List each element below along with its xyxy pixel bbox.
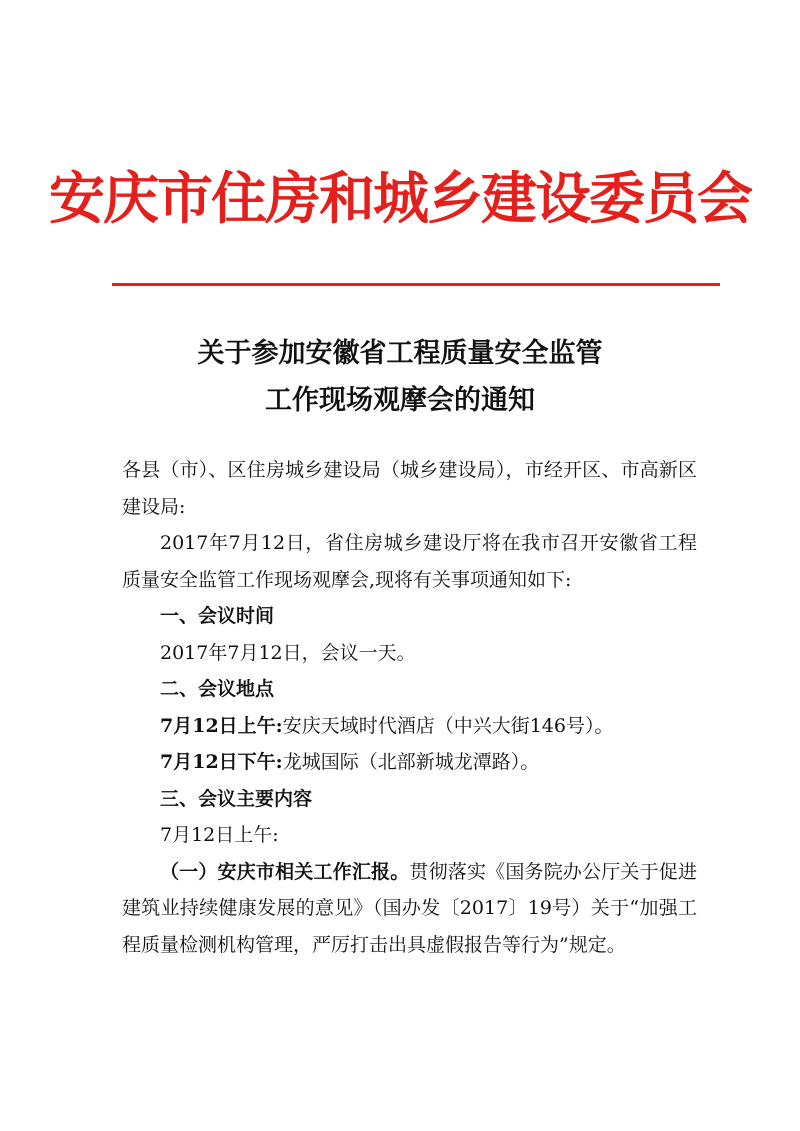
venue-afternoon xyxy=(122,744,697,781)
document-body xyxy=(122,452,697,963)
title-line-1: 关于参加安徽省工程质量安全监管 xyxy=(197,338,603,369)
item-1-heading: （一）安庆市相关工作汇报。 xyxy=(160,860,410,883)
section-1-heading: 一、会议时间 xyxy=(160,605,275,627)
title-line-2: 工作现场观摩会的通知 xyxy=(265,385,535,416)
section-1-text: 2017年7月12日，会议一天。 xyxy=(160,641,416,664)
venue-afternoon-text: 龙城国际（北部新城龙潭路）。 xyxy=(282,751,540,773)
item-1-text: 贯彻落实《国务院办公厅关于促进建筑业持续健康发展的意见》（国办发〔2017〕19号）关于“加强工程质量检测机构管理，严厉打击出具虚假报告等行为”规定。 xyxy=(122,860,697,956)
addressee-paragraph: 各县（市）、区住房城乡建设局（城乡建设局），市经开区、市高新区建设局: xyxy=(122,459,697,518)
red-divider-line xyxy=(112,283,720,286)
venue-morning-text: 安庆天域时代酒店（中兴大街146号）。 xyxy=(282,714,614,737)
item-1-paragraph xyxy=(122,854,697,964)
venue-morning xyxy=(122,708,697,745)
org-header-title: 安庆市住房和城乡建设委员会 xyxy=(49,167,751,232)
section-2-heading: 二、会议地点 xyxy=(160,678,275,700)
section-3-date: 7月12日上午: xyxy=(160,824,279,846)
document-title xyxy=(0,330,800,424)
venue-afternoon-label: 7月12日下午: xyxy=(160,751,283,773)
section-3-heading: 三、会议主要内容 xyxy=(160,787,313,810)
venue-morning-label: 7月12日上午: xyxy=(160,714,283,737)
intro-paragraph: 2017年7月12日，省住房城乡建设厅将在我市召开安徽省工程质量安全监管工作现场观摩会,现将有关事项通知如下: xyxy=(122,532,697,591)
